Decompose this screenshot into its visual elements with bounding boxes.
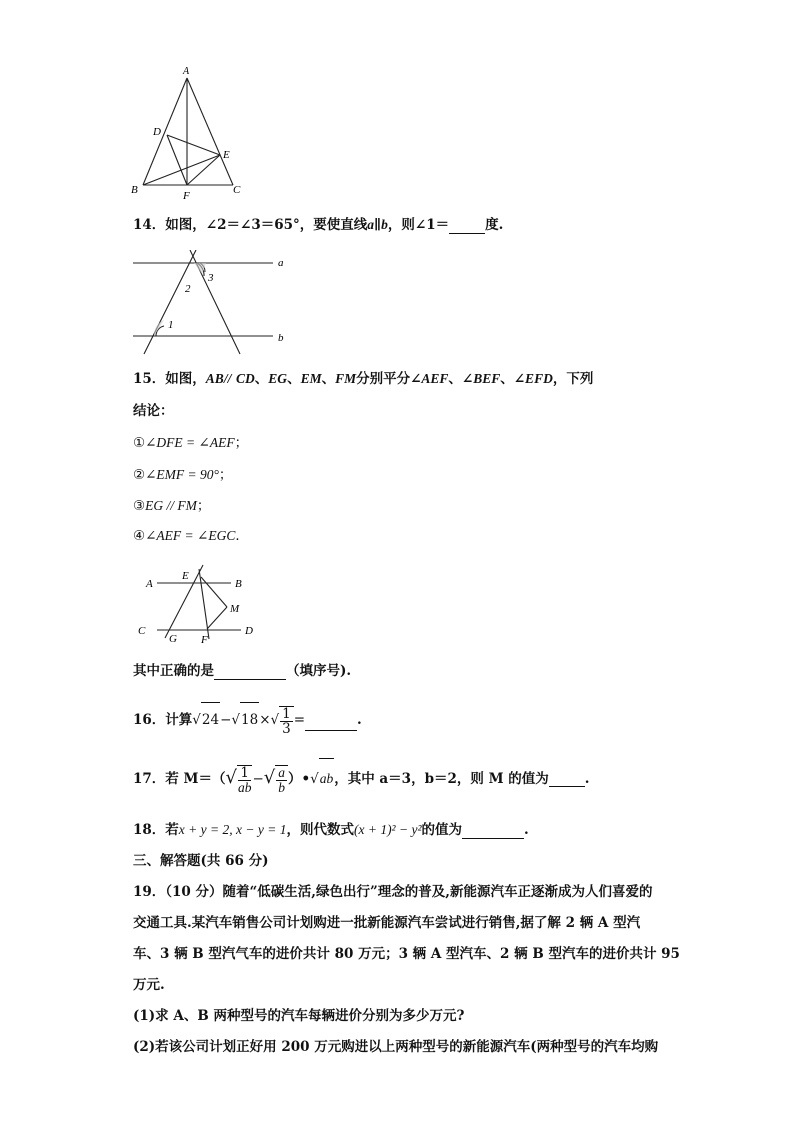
q16-number: 16． <box>133 712 166 728</box>
q16-fraction <box>279 706 294 736</box>
q15-EM: EM <box>300 371 322 386</box>
label-C: C <box>233 184 241 196</box>
label-angle-1: 1 <box>168 319 174 331</box>
q15-ang2: ∠BEF <box>461 371 501 386</box>
c4-text: ∠AEF = ∠EGC <box>145 528 236 543</box>
q14-b: b <box>381 217 388 232</box>
q17-answer-blank[interactable] <box>549 772 585 787</box>
q15-mid: 分别平分 <box>356 371 411 387</box>
q15-ang3: ∠EFD <box>513 371 553 386</box>
label-B: B <box>235 578 242 590</box>
q15-EG: EG <box>268 371 288 386</box>
q15-CD: CD <box>236 371 255 386</box>
q18-number: 18． <box>133 822 166 838</box>
q15-sep1: 、 <box>254 371 269 387</box>
q18-end: . <box>524 822 529 838</box>
c1-text: ∠DFE = ∠AEF <box>145 435 235 450</box>
q17-end: . <box>584 771 590 787</box>
q15-answer-post: （填序号). <box>286 663 352 679</box>
q19-part-2: (2)若该公司计划正好用 200 万元购进以上两种型号的新能源汽车(两种型号的汽车均购 <box>133 1039 659 1055</box>
label-A: A <box>183 66 190 77</box>
c2-end: ； <box>218 467 233 483</box>
label-D: D <box>245 625 253 637</box>
q16-frac-den: 3 <box>282 720 291 737</box>
q17-f1-den: ab <box>237 779 252 795</box>
question-15-line-1 <box>133 370 593 388</box>
q16-minus: − <box>220 712 232 728</box>
q17-fraction-2 <box>275 765 288 795</box>
q15-sep5: 、 <box>500 371 514 387</box>
q17-f2-den: b <box>278 779 285 795</box>
q15-answer-line <box>133 662 351 680</box>
q16-answer-blank[interactable] <box>305 710 357 731</box>
parallel-lines-figure-14 <box>128 250 298 358</box>
q18-pre: 若 <box>165 822 179 838</box>
q18-condition: x + y = 2, x − y = 1 <box>178 822 287 837</box>
conclusion-4 <box>133 527 249 545</box>
q15-answer-pre: 其中正确的是 <box>133 663 214 679</box>
q14-a: a <box>367 217 374 232</box>
label-F: F <box>183 190 190 202</box>
label-G: G <box>169 633 177 645</box>
c1-end: ； <box>234 435 249 451</box>
q17-sqrt-ab: ab <box>319 758 335 799</box>
q16-pre: 计算 <box>165 712 193 728</box>
q19-part-1: (1)求 A、B 两种型号的汽车每辆进价分别为多少万元? <box>133 1008 465 1024</box>
question-17: 17．若 M＝（√ $\frac{1}{ab}$ −√ $\frac{a}{b}$ ）•√ab，其中 a＝3，b＝2，则 M 的值为 . <box>133 758 589 799</box>
q15-tail: ，下列 <box>552 371 594 387</box>
q15-sep2: 、 <box>287 371 301 387</box>
q15-pre: 如图， <box>165 371 206 387</box>
q14-answer-blank[interactable] <box>449 219 485 234</box>
q16-eq: = <box>293 712 306 728</box>
question-14 <box>133 216 503 234</box>
q17-f2-num: a <box>278 764 285 780</box>
label-line-b: b <box>278 332 284 344</box>
q15-answer-blank[interactable] <box>214 665 286 680</box>
q18-answer-blank[interactable] <box>462 824 524 839</box>
c4-mark: ④ <box>133 528 146 544</box>
q14-number: 14． <box>133 217 166 233</box>
label-angle-2: 2 <box>185 283 191 295</box>
question-15-line-2: 结论： <box>133 403 174 419</box>
triangle-figure-13 <box>125 62 265 202</box>
q18-expression: (x + 1)² − y² <box>353 822 422 837</box>
q17-number: 17． <box>133 771 166 787</box>
q18-mid: ，则代数式 <box>286 822 354 838</box>
q15-FM: FM <box>335 371 357 386</box>
q19-line-3: 车、3 辆 B 型汽气车的进价共计 80 万元；3 辆 A 型汽车、2 辆 B 型汽车的进价共计 95 <box>133 946 680 962</box>
q19-line-2: 交通工具.某汽车销售公司计划购进一批新能源汽车尝试进行销售,据了解 2 辆 A 型汽 <box>133 915 641 931</box>
q15-par: // <box>223 371 232 386</box>
conclusion-3 <box>133 497 210 515</box>
q17-f1-num: 1 <box>238 766 252 781</box>
q16-frac-num: 1 <box>282 705 291 722</box>
q14-text: 如图，∠2＝∠3＝65°，要使直线 <box>165 217 368 233</box>
q15-sep4: 、 <box>448 371 462 387</box>
c2-text: ∠EMF = 90° <box>145 467 219 482</box>
q15-number: 15． <box>133 371 166 387</box>
label-D: D <box>153 126 161 138</box>
q19-line-1: 19．（10 分）随着“低碳生活,绿色出行”理念的普及,新能源汽车正逐渐成为人们喜爱的 <box>133 884 653 900</box>
q17-post: ，其中 a＝3，b＝2，则 M 的值为 <box>334 771 549 787</box>
c3-end: ； <box>196 498 211 514</box>
q15-AB: AB <box>205 371 224 386</box>
label-C: C <box>138 625 146 637</box>
q14-text-after: ，则∠1＝ <box>387 217 450 233</box>
q18-post: 的值为 <box>421 822 463 838</box>
c3-text: EG // FM <box>145 498 197 513</box>
c4-end: ． <box>235 528 249 544</box>
c3-mark: ③ <box>133 498 146 514</box>
q16-times: × <box>259 712 271 728</box>
q14-unit: 度. <box>485 217 504 233</box>
q15-sep3: 、 <box>321 371 336 387</box>
label-M: M <box>230 603 240 615</box>
q17-minus: − <box>252 771 264 787</box>
q16-end: . <box>357 712 362 728</box>
label-B: B <box>131 184 138 196</box>
label-E: E <box>223 149 230 161</box>
conclusion-2 <box>133 466 232 484</box>
label-E: E <box>182 570 189 582</box>
question-18 <box>133 821 529 839</box>
section-3-heading: 三、解答题(共 66 分) <box>133 853 269 869</box>
q16-sqrt-24: 24 <box>201 702 220 737</box>
q17-fraction-1 <box>237 765 253 795</box>
conclusion-1 <box>133 434 248 452</box>
q17-close: ）• <box>287 771 311 787</box>
q16-sqrt-18: 18 <box>240 702 259 737</box>
q15-ang1: ∠AEF <box>410 371 449 386</box>
label-A: A <box>146 578 153 590</box>
parallel-lines-figure-15 <box>135 563 265 645</box>
q14-parallel: ∥ <box>374 217 382 233</box>
c1-mark: ① <box>133 435 146 451</box>
q19-line-4: 万元. <box>133 977 165 993</box>
label-angle-3: 3 <box>208 272 214 284</box>
label-line-a: a <box>278 257 284 269</box>
q17-pre: 若 M＝（ <box>165 771 226 787</box>
question-16: 16．计算√24−√18×√ $\frac{1}{3}$ = . <box>133 702 362 737</box>
label-F: F <box>201 634 208 645</box>
c2-mark: ② <box>133 467 146 483</box>
